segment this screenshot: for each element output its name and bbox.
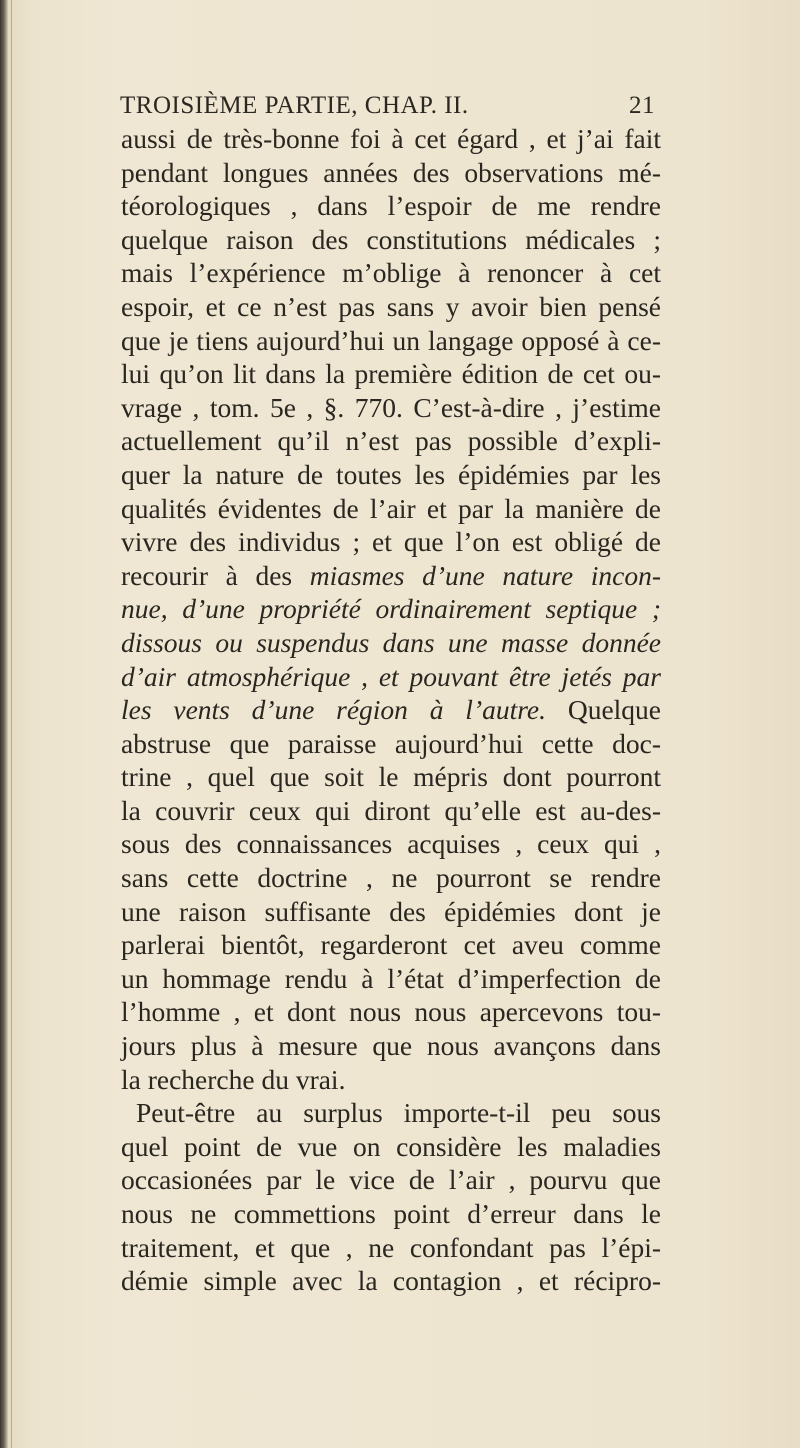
line-text: lui qu’on lit dans la première édition de cet ou-: [121, 358, 661, 390]
text-line: [121, 156, 661, 190]
line-text: abstruse que paraisse aujourd’hui cette doc-: [121, 727, 661, 759]
line-text: une raison suffisante des épidémies dont je: [121, 895, 661, 927]
line-text: parlerai bientôt, regarderont cet aveu comme: [121, 929, 661, 961]
line-text: traitement, et que , ne confondant pas l’épi-: [121, 1231, 661, 1263]
line-text: quer la nature de toutes les épidémies par les: [121, 458, 661, 490]
text-line: [121, 995, 661, 1029]
italic-text: les vents d’une région à l’autre.: [121, 694, 547, 726]
text-line: [121, 760, 661, 794]
text-line: [121, 794, 661, 828]
text-line: [121, 1197, 661, 1231]
text-line: [121, 1231, 661, 1265]
text-line: [121, 1029, 661, 1063]
line-text: quelque raison des constitutions médicales ;: [121, 223, 661, 255]
text-line: [121, 693, 661, 727]
line-text: quel point de vue on considère les maladies: [121, 1130, 661, 1162]
line-text: espoir, et ce n’est pas sans y avoir bien pensé: [121, 290, 661, 322]
line-text: que je tiens aujourd’hui un langage opposé à ce-: [121, 324, 661, 356]
text-line: [121, 1163, 661, 1197]
italic-text: nue, d’une propriété ordinairement septique ;: [121, 593, 661, 625]
page-edge-line: [11, 0, 12, 1448]
text-line: [121, 290, 661, 324]
text-line: [121, 861, 661, 895]
running-title: TROISIÈME PARTIE, CHAP. II.: [120, 92, 469, 119]
line-text: téorologiques , dans l’espoir de me rendre: [121, 190, 661, 222]
text-line: [121, 1096, 661, 1130]
line-text: Quelque: [546, 694, 661, 726]
text-line: [121, 492, 661, 526]
line-text: un hommage rendu à l’état d’imperfection de: [121, 962, 661, 994]
text-line: [121, 928, 661, 962]
text-line: [121, 424, 661, 458]
text-line: [121, 962, 661, 996]
text-line: [121, 727, 661, 761]
text-line: [121, 122, 661, 156]
line-text: sous des connaissances acquises , ceux qui ,: [121, 828, 661, 860]
line-text: trine , quel que soit le mépris dont pourront: [121, 761, 661, 793]
line-text: recourir à des: [121, 559, 310, 591]
text-line: [121, 189, 661, 223]
text-line: [121, 895, 661, 929]
line-text: qualités évidentes de l’air et par la manière de: [121, 492, 661, 524]
italic-text: dissous ou suspendus dans une masse donnée: [121, 626, 661, 658]
text-line: [121, 525, 661, 559]
line-text: Peut-être au surplus importe-t-il peu sous: [136, 1097, 661, 1129]
text-line: [121, 1130, 661, 1164]
line-text: vrage , tom. 5e , §. 770. C’est-à-dire , j’estime: [121, 391, 661, 423]
line-text: l’homme , et dont nous nous apercevons tou-: [121, 996, 661, 1028]
line-text: la couvrir ceux qui diront qu’elle est au-des-: [121, 794, 661, 826]
line-text: aussi de très-bonne foi à cet égard , et j’ai fait: [121, 123, 661, 154]
text-line: [121, 357, 661, 391]
italic-text: miasmes d’une nature incon-: [309, 559, 661, 591]
line-text: vivre des individus ; et que l’on est obligé de: [121, 526, 661, 558]
line-text: mais l’expérience m’oblige à renoncer à cet: [121, 257, 661, 289]
line-text: démie simple avec la contagion , et récipro-: [121, 1265, 661, 1297]
text-line: [121, 559, 661, 593]
line-text: sans cette doctrine , ne pourront se rendre: [121, 862, 661, 894]
line-text: nous ne commettions point d’erreur dans le: [121, 1198, 661, 1229]
text-line: [121, 391, 661, 425]
text-line: [121, 592, 661, 626]
body-text: [121, 122, 661, 1298]
text-line: [121, 324, 661, 358]
line-text: actuellement qu’il n’est pas possible d’expli-: [121, 425, 661, 457]
text-line: [121, 626, 661, 660]
running-header: [120, 92, 655, 122]
text-line: [121, 1063, 661, 1097]
text-line: [121, 1264, 661, 1298]
text-line: [121, 458, 661, 492]
line-text: jours plus à mesure que nous avançons dans: [121, 1030, 661, 1062]
text-line: [121, 256, 661, 290]
text-line: [121, 223, 661, 257]
binding-gutter: [0, 0, 8, 1448]
line-text: occasionées par le vice de l’air , pourvu que: [121, 1164, 661, 1196]
italic-text: d’air atmosphérique , et pouvant être jetés par: [121, 660, 661, 692]
text-line: [121, 660, 661, 694]
page-number: 21: [629, 92, 655, 119]
line-text: pendant longues années des observations mé-: [121, 156, 661, 188]
line-text: la recherche du vrai.: [121, 1063, 346, 1095]
text-line: [121, 827, 661, 861]
